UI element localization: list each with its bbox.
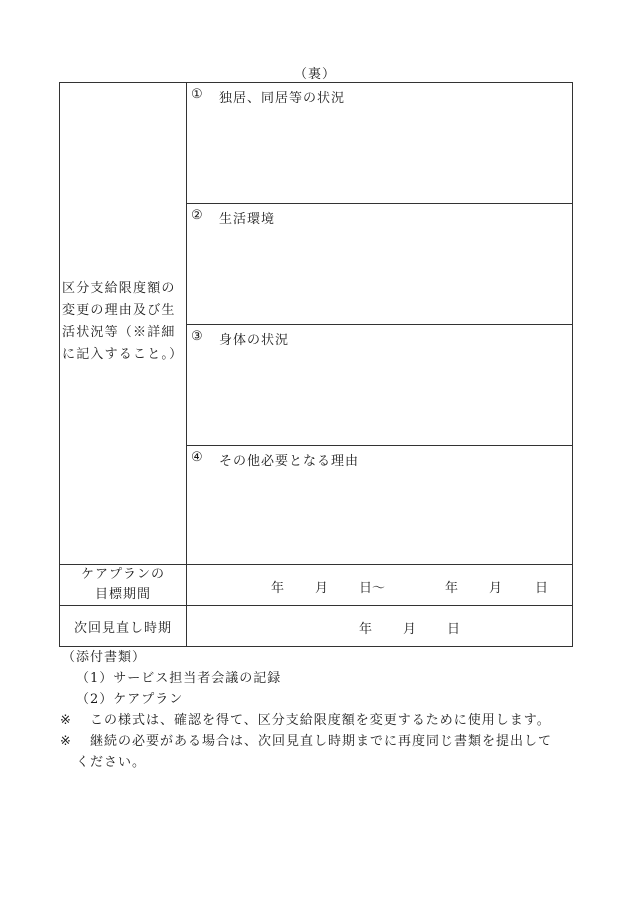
- main-label-cell: [60, 83, 187, 565]
- remark-2-text: 継続の必要がある場合は、次回見直し時期までに再度同じ書類を提出して: [90, 734, 553, 749]
- section-4-cell[interactable]: [187, 446, 573, 565]
- remark-2-mark: ※: [60, 734, 72, 749]
- attachment-item-2: （2）ケアプラン: [76, 692, 184, 707]
- review-label-cell: [60, 606, 187, 647]
- goal-period-dates[interactable]: [187, 565, 573, 606]
- change-request-form: [59, 82, 573, 647]
- section-4-title: その他必要となる理由: [219, 454, 360, 469]
- section-3-title: 身体の状況: [219, 333, 290, 348]
- remark-2-continuation: ください。: [76, 755, 147, 770]
- attachment-item-1: （1）サービス担当者会議の記録: [76, 671, 282, 686]
- section-4-number: ④: [191, 450, 203, 465]
- section-2-title: 生活環境: [219, 212, 276, 227]
- review-label: 次回見直し時期: [73, 620, 172, 636]
- goal-end-month: 月: [489, 581, 503, 596]
- attachments-header: （添付書類）: [62, 650, 147, 665]
- side-label: （裏）: [293, 67, 336, 82]
- goal-start-day: 日～: [359, 581, 386, 596]
- section-1-number: ①: [191, 87, 203, 102]
- main-label: 区分支給限度額の変更の理由及び生活状況等（※詳細に記入すること。）: [62, 281, 184, 362]
- remark-1-mark: ※: [60, 713, 72, 728]
- section-1-title: 独居、同居等の状況: [219, 91, 346, 106]
- remark-1-text: この様式は、確認を得て、区分支給限度額を変更するために使用します。: [90, 713, 551, 728]
- section-2-number: ②: [191, 208, 203, 223]
- review-month: 月: [403, 622, 417, 637]
- section-2-cell[interactable]: [187, 204, 573, 325]
- section-1-cell[interactable]: [187, 83, 573, 204]
- goal-period-label-line1: ケアプランの: [80, 567, 165, 582]
- review-dates[interactable]: [187, 606, 573, 647]
- goal-period-label-line2: 目標期間: [94, 587, 151, 602]
- review-year: 年: [359, 622, 373, 637]
- section-3-number: ③: [191, 329, 203, 344]
- section-3-cell[interactable]: [187, 325, 573, 446]
- goal-start-month: 月: [315, 581, 329, 596]
- goal-start-year: 年: [271, 581, 285, 596]
- goal-period-label-cell: [60, 565, 187, 606]
- goal-end-day: 日: [535, 581, 549, 596]
- review-day: 日: [447, 622, 461, 637]
- goal-end-year: 年: [445, 581, 459, 596]
